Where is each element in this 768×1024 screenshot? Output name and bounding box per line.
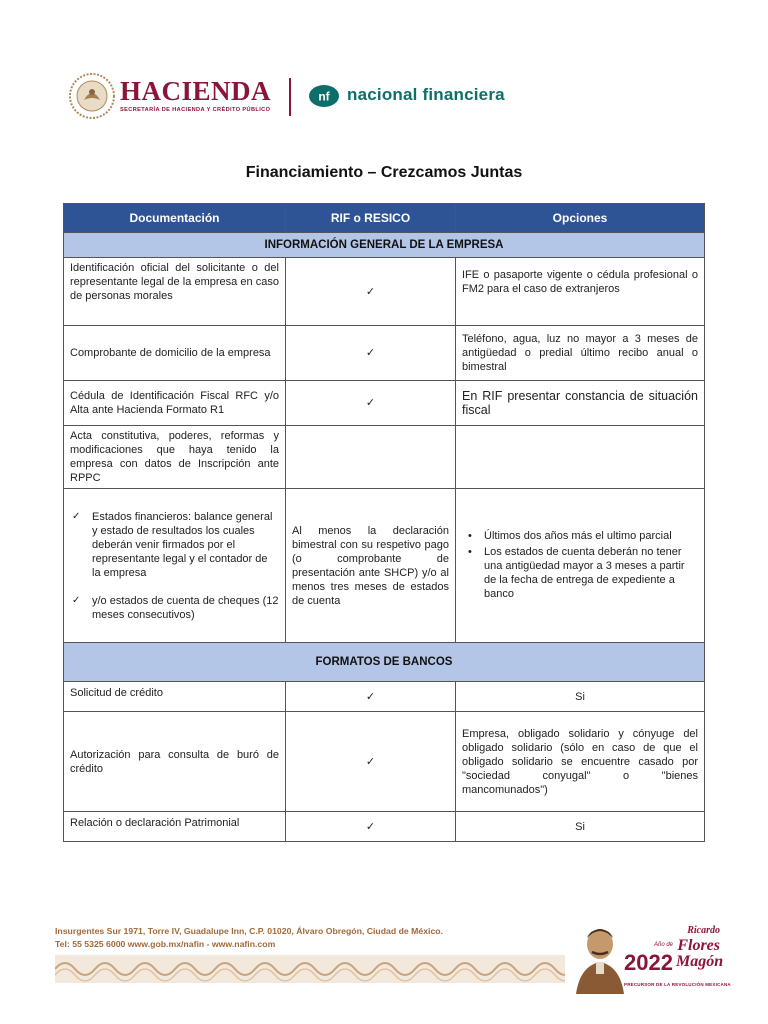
table-row-financial xyxy=(64,489,705,643)
document-title: Financiamiento – Crezcamos Juntas xyxy=(245,164,523,181)
table-row xyxy=(64,682,705,712)
year-2022: 2022 xyxy=(624,950,673,975)
footer-address: Insurgentes Sur 1971, Torre IV, Guadalupe Inn, C.P. 01020, Álvaro Obregón, Ciudad de México. xyxy=(55,926,443,936)
check-mark: ✓ xyxy=(286,258,456,326)
check-cell-empty xyxy=(286,426,456,489)
option-cell: Teléfono, agua, luz no mayor a 3 meses de antigüedad o predial último recibo anual o bimestral xyxy=(456,326,705,381)
rif-cell: Al menos la declaración bimestral con su respetivo pago (o comprobante de presentación ante SHCP) y/o al menos tres meses de estados de cuenta xyxy=(286,489,456,643)
footer-contact: Tel: 55 5325 6000 www.gob.mx/nafin - www.nafin.com xyxy=(55,939,276,949)
svg-text:nf: nf xyxy=(318,89,330,104)
logo-divider xyxy=(289,78,291,116)
financial-doc-item: ✓ Estados financieros: balance general y estado de resultados los cuales deberán venir firmados por el representante legal y el contador de la empresa xyxy=(92,510,279,580)
doc-cell: Comprobante de domicilio de la empresa xyxy=(64,326,286,381)
name-line: Flores xyxy=(677,937,720,954)
check-mark: ✓ xyxy=(286,381,456,426)
doc-cell: Relación o declaración Patrimonial xyxy=(64,812,286,842)
nafin-logo-icon xyxy=(308,84,340,108)
hacienda-logo-text: HACIENDA xyxy=(120,76,272,106)
doc-cell: Solicitud de crédito xyxy=(64,682,286,712)
doc-cell xyxy=(64,489,286,643)
header-rif-resico: RIF o RESICO xyxy=(286,204,456,233)
section-general-info: INFORMACIÓN GENERAL DE LA EMPRESA xyxy=(64,233,705,258)
option-cell: En RIF presentar constancia de situación fiscal xyxy=(456,381,705,426)
financial-doc-item: ✓ y/o estados de cuenta de cheques (12 meses consecutivos) xyxy=(92,594,279,622)
table-row xyxy=(64,812,705,842)
ricardo-flores-magon-logo xyxy=(676,924,724,970)
header-opciones: Opciones xyxy=(456,204,705,233)
section-row xyxy=(64,643,705,682)
check-mark: ✓ xyxy=(286,812,456,842)
table-row xyxy=(64,426,705,489)
option-cell-empty xyxy=(456,426,705,489)
option-bullet: • Últimos dos años más el ultimo parcial xyxy=(484,529,698,543)
decorative-pattern-icon xyxy=(55,955,565,983)
doc-cell: Cédula de Identificación Fiscal RFC y/o Alta ante Hacienda Formato R1 xyxy=(64,381,286,426)
doc-cell: Identificación oficial del solicitante o del representante legal de la empresa en caso de personas morales xyxy=(64,258,286,326)
table-header-row xyxy=(64,204,705,233)
option-cell: IFE o pasaporte vigente o cédula profesional o FM2 para el caso de extranjeros xyxy=(456,258,705,326)
header-documentacion: Documentación xyxy=(64,204,286,233)
name-line: Ricardo xyxy=(687,925,720,936)
option-bullet: • Los estados de cuenta deberán no tener una antigüedad mayor a 3 meses a partir de la fecha de entrega de expediente a banco xyxy=(484,545,698,601)
letterhead xyxy=(68,70,548,124)
option-cell: Empresa, obligado solidario y cónyuge del obligado solidario (sólo en caso de que el obligado solidario se encuentre casado por "sociedad conyugal" o "bienes mancomunados") xyxy=(456,712,705,812)
option-cell: Si xyxy=(456,812,705,842)
check-mark: ✓ xyxy=(286,712,456,812)
nafin-logo-text: nacional financiera xyxy=(347,85,505,104)
option-cell xyxy=(456,489,705,643)
option-cell: Si xyxy=(456,682,705,712)
requirements-table xyxy=(63,203,705,842)
precursor-text: PRECURSOR DE LA REVOLUCIÓN MEXICANA xyxy=(624,982,731,987)
table-row xyxy=(64,326,705,381)
check-mark: ✓ xyxy=(286,682,456,712)
check-mark: ✓ xyxy=(286,326,456,381)
table-row xyxy=(64,381,705,426)
name-line: Magón xyxy=(676,953,724,970)
ano-de-label: Año de xyxy=(654,942,674,948)
doc-cell: Autorización para consulta de buró de crédito xyxy=(64,712,286,812)
mexico-seal-icon xyxy=(68,72,116,120)
table-row xyxy=(64,258,705,326)
doc-cell: Acta constitutiva, poderes, reformas y modificaciones que haya tenido la empresa con datos de Inscripción ante RPPC xyxy=(64,426,286,489)
table-row xyxy=(64,712,705,812)
section-row xyxy=(64,233,705,258)
portrait-illustration-icon xyxy=(570,922,626,994)
hacienda-subtitle: SECRETARÍA DE HACIENDA Y CRÉDITO PÚBLICO xyxy=(120,107,271,113)
section-bank-formats: FORMATOS DE BANCOS xyxy=(64,643,705,682)
